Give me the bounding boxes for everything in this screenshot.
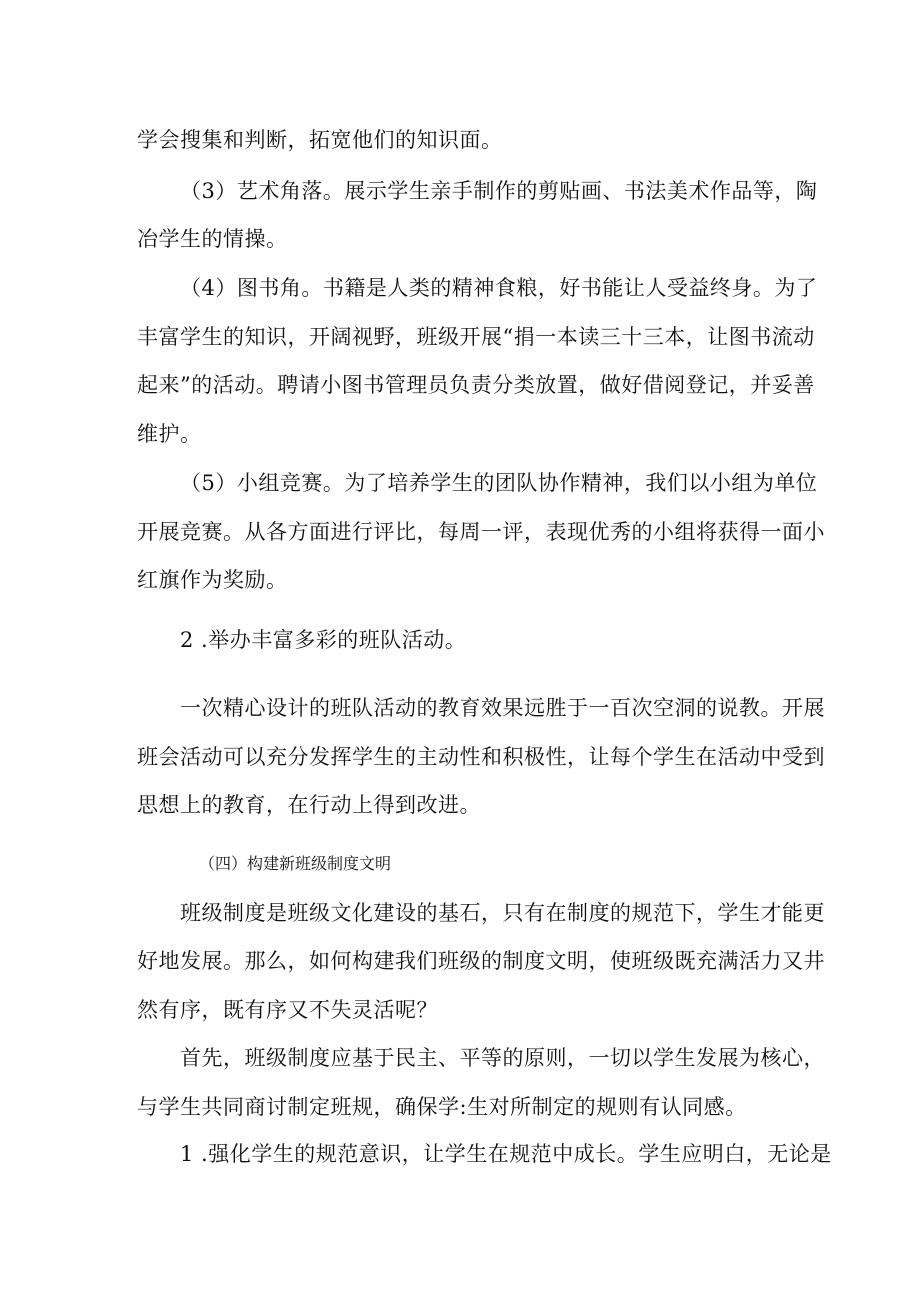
paragraph-line: 班级制度是班级文化建设的基石，只有在制度的规范下，学生才能更 <box>180 901 825 925</box>
paragraph-line: （3）艺术角落。展示学生亲手制作的剪贴画、书法美术作品等，陶 <box>180 179 818 203</box>
paragraph-line: 好地发展。那么，如何构建我们班级的制度文明，使班级既充满活力又井 <box>137 949 825 973</box>
paragraph-line: 丰富学生的知识，开阔视野，班级开展“捐一本读三十三本，让图书流动 <box>137 325 815 349</box>
paragraph-line: 班会活动可以充分发挥学生的主动性和积极性，让每个学生在活动中受到 <box>137 745 825 769</box>
paragraph-line: 学会搜集和判断，拓宽他们的知识面。 <box>137 128 503 152</box>
paragraph-line: （5）小组竞赛。为了培养学生的团队协作精神，我们以小组为单位 <box>180 471 818 495</box>
paragraph-line: 开展竞赛。从各方面进行评比，每周一评，表现优秀的小组将获得一面小 <box>137 520 825 544</box>
paragraph-line: 红旗作为奖励。 <box>137 568 288 592</box>
paragraph-line: （4）图书角。书籍是人类的精神食粮，好书能让人受益终身。为了 <box>180 276 818 300</box>
paragraph-line: 起来”的活动。聘请小图书管理员负责分类放置，做好借阅登记，并妥善 <box>137 373 815 397</box>
paragraph-line: 冶学生的情操。 <box>137 227 288 251</box>
paragraph-line: 1 .强化学生的规范意识，让学生在规范中成长。学生应明白，无论是 <box>180 1142 832 1166</box>
paragraph-line: 首先，班级制度应基于民主、平等的原则，一切以学生发展为核心， <box>180 1046 825 1070</box>
numbered-subheading: 2 .举办丰富多彩的班队活动。 <box>180 628 467 652</box>
paragraph-line: 思想上的教育，在行动上得到改进。 <box>137 793 481 817</box>
paragraph-line: 与学生共同商讨制定班规，确保学:生对所制定的规则有认同感。 <box>137 1095 747 1119</box>
paragraph-line: 维护。 <box>137 422 202 446</box>
paragraph-line: 然有序，既有序又不失灵活呢？ <box>137 998 438 1022</box>
section-heading: （四）构建新班级制度文明 <box>199 854 392 873</box>
paragraph-line: 一次精心设计的班队活动的教育效果远胜于一百次空洞的说教。开展 <box>180 696 825 720</box>
